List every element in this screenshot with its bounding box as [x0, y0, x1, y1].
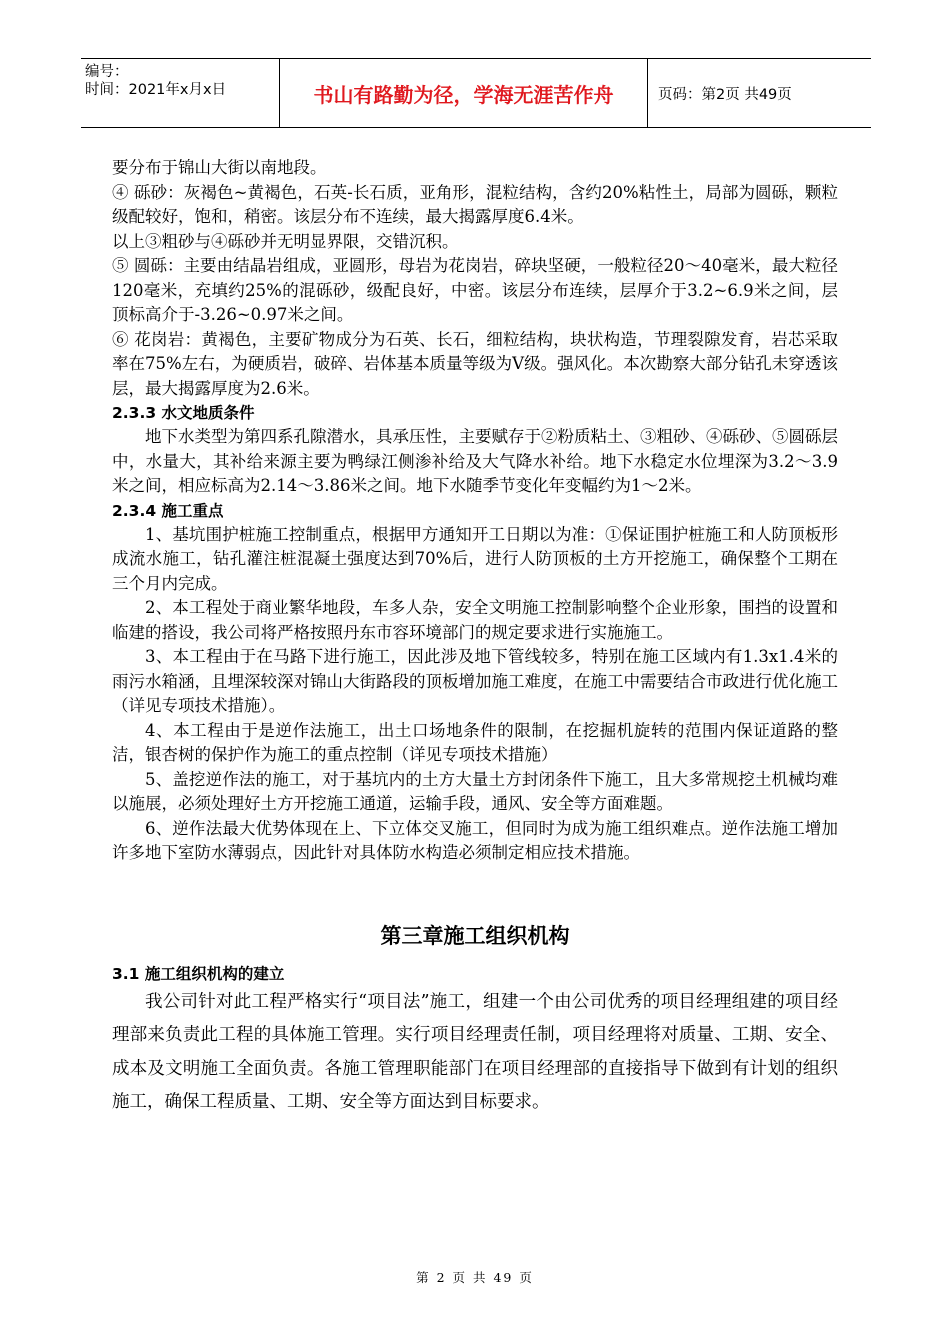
paragraph: 4、本工程由于是逆作法施工，出土口场地条件的限制，在挖掘机旋转的范围内保证道路的整洁，银杏树的保护作为施工的重点控制（详见专项技术措施） — [112, 720, 838, 764]
section-heading: 3.1 施工组织机构的建立 — [112, 964, 285, 983]
paragraph: 地下水类型为第四系孔隙潜水，具承压性，主要赋存于②粉质粘土、③粗砂、④砾砂、⑤圆砾层中，水量大，其补给来源主要为鸭绿江侧渗补给及大气降水补给。地下水稳定水位埋深为3.2～3.9米之间，相应标高为2.14～3.86米之间。地下水随季节变化年变幅约为1～2米。 — [112, 427, 838, 495]
page-header — [81, 58, 871, 128]
paragraph: 以上③粗砂与④砾砂并无明显界限，交错沉积。 — [112, 231, 459, 251]
paragraph: 6、逆作法最大优势体现在上、下立体交叉施工，但同时为成为施工组织难点。逆作法施工增加许多地下室防水薄弱点，因此针对具体防水构造必须制定相应技术措施。 — [112, 818, 838, 862]
section-heading: 2.3.3 水文地质条件 — [112, 404, 255, 422]
header-motto: 书山有路勤为径，学海无涯苦作舟 — [280, 59, 648, 127]
document-body — [112, 156, 838, 1120]
paragraph: 5、盖挖逆作法的施工，对于基坑内的土方大量土方封闭条件下施工，且大多常规挖土机械均难以施展，必须处理好土方开挖施工通道，运输手段，通风、安全等方面难题。 — [112, 769, 838, 813]
paragraph: 2、本工程处于商业繁华地段，车多人杂，安全文明施工控制影响整个企业形象，围挡的设置和临建的搭设，我公司将严格按照丹东市容环境部门的规定要求进行实施施工。 — [112, 598, 838, 642]
paragraph: 我公司针对此工程严格实行“项目法”施工，组建一个由公司优秀的项目经理组建的项目经理部来负责此工程的具体施工管理。实行项目经理责任制，项目经理将对质量、工期、安全、成本及文明施工全面负责。各施工管理职能部门在项目经理部的直接指导下做到有计划的组织施工，确保工程质量、工期、安全等方面达到目标要求。 — [112, 991, 838, 1112]
paragraph: ⑤ 圆砾：主要由结晶岩组成，亚圆形，母岩为花岗岩，碎块坚硬，一般粒径20～40毫米，最大粒径120毫米，充填约25%的混砾砂，级配良好，中密。该层分布连续，层厚介于3.2~6.9米之间，层顶标高介于-3.26~0.97米之间。 — [112, 256, 838, 324]
chapter-title: 第三章施工组织机构 — [380, 923, 570, 948]
page-footer: 第 2 页 共 49 页 — [416, 1270, 534, 1285]
number-label: 编号： — [85, 64, 129, 80]
paragraph: ⑥ 花岗岩：黄褐色，主要矿物成分为石英、长石，细粒结构，块状构造，节理裂隙发育，岩芯采取率在75%左右，为硬质岩，破碎、岩体基本质量等级为Ⅴ级。强风化。本次勘察大部分钻孔未穿透该层，最大揭露厚度为2.6米。 — [112, 329, 838, 398]
header-page-info: 页码：第2页 共49页 — [658, 86, 792, 103]
time-label: 时间：2021年x月x日 — [85, 82, 227, 98]
paragraph: 要分布于锦山大街以南地段。 — [112, 158, 327, 177]
header-meta — [81, 59, 280, 127]
paragraph: 1、基坑围护桩施工控制重点，根据甲方通知开工日期以为准：①保证围护桩施工和人防顶板形成流水施工，钻孔灌注桩混凝土强度达到70%后，进行人防顶板的土方开挖施工，确保整个工期在三个月内完成。 — [112, 524, 838, 593]
paragraph: 3、本工程由于在马路下进行施工，因此涉及地下管线较多，特别在施工区域内有1.3x1.4米的雨污水箱涵，且埋深较深对锦山大街路段的顶板增加施工难度，在施工中需要结合市政进行优化施工（详见专项技术措施）。 — [112, 647, 838, 715]
paragraph: ④ 砾砂：灰褐色~黄褐色，石英-长石质，亚角形，混粒结构，含约20%粘性土，局部为圆砾，颗粒级配较好，饱和，稍密。该层分布不连续，最大揭露厚度6.4米。 — [112, 182, 838, 226]
section-heading: 2.3.4 施工重点 — [112, 501, 224, 520]
